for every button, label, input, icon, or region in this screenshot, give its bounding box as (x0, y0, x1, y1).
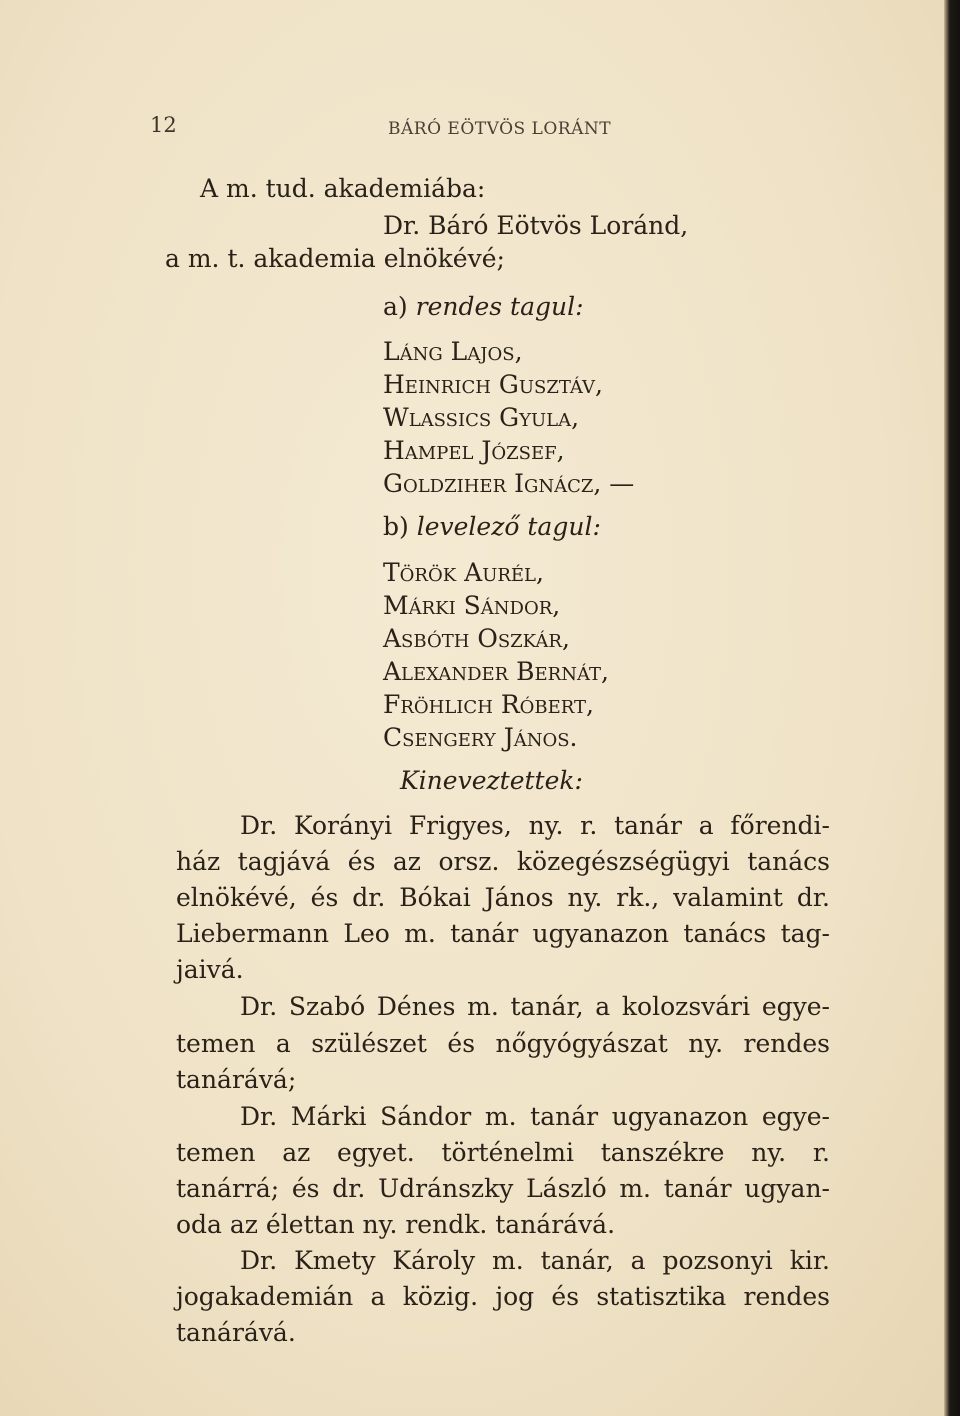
appointments-line: temen az egyet. történelmi tanszékre ny. r. (176, 1138, 830, 1167)
section-a-member: Láng Lajos, (383, 337, 523, 366)
section-b-member: Fröhlich Róbert, (383, 690, 594, 719)
appointments-line: oda az élettan ny. rendk. tanárává. (176, 1210, 616, 1239)
page-edge-shadow (944, 0, 960, 1416)
appointments-line: Dr. Márki Sándor m. tanár ugyanazon egye- (240, 1102, 830, 1131)
appointments-line: ház tagjává és az orsz. közegészségügyi tanács (176, 847, 830, 876)
appointments-line: Dr. Kmety Károly m. tanár, a pozsonyi kir. (240, 1246, 830, 1275)
appointments-line: tanárrá; és dr. Udránszky László m. tanár ugyan- (176, 1174, 830, 1203)
appointments-line: jaivá. (176, 955, 244, 984)
running-title: BÁRÓ EÖTVÖS LORÁNT (388, 119, 612, 139)
section-a-member: Heinrich Gusztáv, (383, 370, 603, 399)
section-a-member: Hampel József, (383, 436, 565, 465)
section-b-member: Márki Sándor, (383, 591, 561, 620)
section-b-prefix: b) (383, 512, 409, 541)
page-number: 12 (150, 113, 177, 137)
appointments-line: Dr. Szabó Dénes m. tanár, a kolozsvári egye- (240, 992, 830, 1021)
appointments-line: Dr. Korányi Frigyes, ny. r. tanár a főrendi- (240, 811, 830, 840)
section-b-member: Török Aurél, (383, 558, 544, 587)
academy-intro: A m. tud. akademiába: (200, 174, 486, 203)
section-a-member: Goldziher Ignácz, — (383, 469, 635, 498)
section-b-title: levelező tagul: (416, 512, 601, 541)
section-a-title: rendes tagul: (415, 292, 584, 321)
appointments-line: jogakademián a közig. jog és statisztika rendes (176, 1282, 830, 1311)
appointments-line: elnökévé, és dr. Bókai János ny. rk., valamint dr. (176, 883, 830, 912)
section-a-heading (383, 292, 584, 322)
academy-president-name: Dr. Báró Eötvös Loránd, (383, 211, 689, 240)
section-b-member: Alexander Bernát, (383, 657, 609, 686)
section-b-member: Asbóth Oszkár, (383, 624, 570, 653)
academy-president-role: a m. t. akademia elnökévé; (165, 244, 505, 273)
section-b-member: Csengery János. (383, 723, 578, 752)
section-a-prefix: a) (383, 292, 408, 321)
appointments-line: tanárává. (176, 1318, 296, 1347)
appointments-heading: Kineveztettek: (400, 766, 583, 795)
appointments-line: temen a szülészet és nőgyógyászat ny. rendes (176, 1029, 830, 1058)
section-a-member: Wlassics Gyula, (383, 403, 580, 432)
appointments-line: Liebermann Leo m. tanár ugyanazon tanács tag- (176, 919, 830, 948)
appointments-line: tanárává; (176, 1065, 297, 1094)
section-b-heading (383, 512, 601, 542)
